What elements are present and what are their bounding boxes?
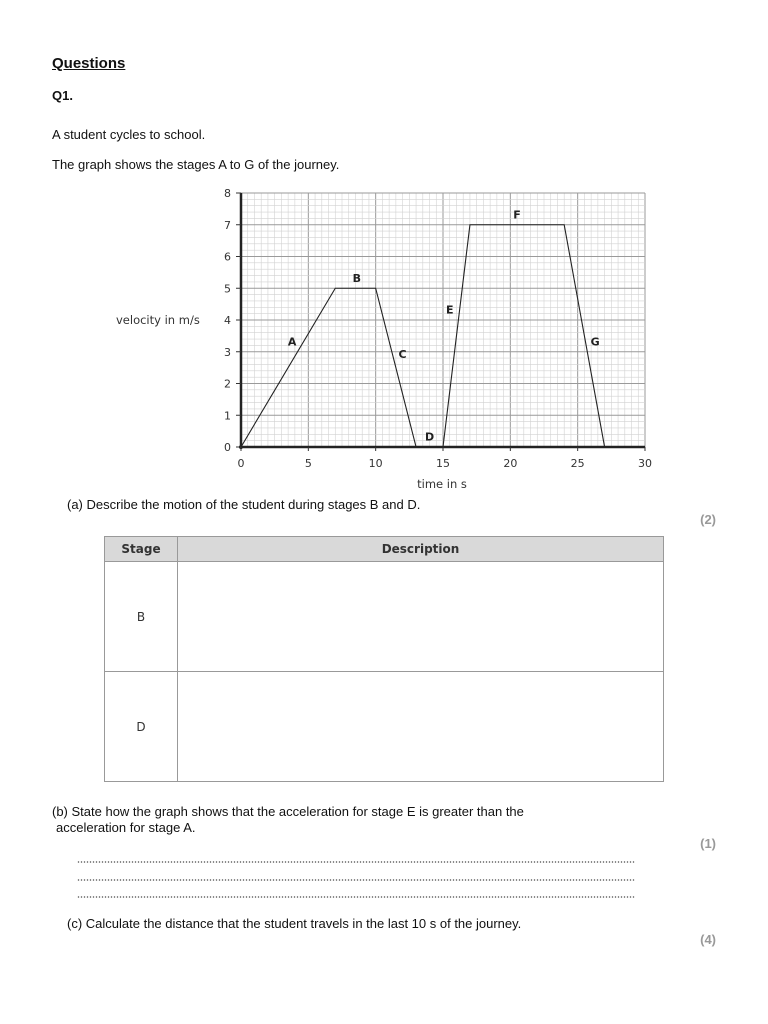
velocity-time-graph [0,0,768,500]
table-row [105,562,664,672]
table-row [105,672,664,782]
stage-column-header: Stage [105,537,178,562]
question-number: Q1. [52,88,73,103]
stage-label-g: G [590,335,600,349]
x-tick-label: 5 [304,457,312,470]
part-a-question: (a) Describe the motion of the student during stages B and D. [67,497,421,512]
y-tick-label: 1 [224,409,231,423]
chart-grid [241,193,645,447]
stage-label-c: C [398,348,407,362]
y-tick-label: 5 [224,282,231,296]
y-tick-label: 0 [224,441,231,454]
x-tick-label: 30 [638,457,652,470]
stage-cell: B [105,562,178,672]
y-tick-label: 7 [224,218,231,232]
part-b-question-line-1: (b) State how the graph shows that the acceleration for stage E is greater than the [52,804,524,819]
answer-line-3[interactable] [77,893,635,901]
intro-line-1: A student cycles to school. [52,127,206,142]
stage-cell: D [105,672,178,782]
x-tick-label: 20 [503,457,518,470]
stage-label-f: F [513,208,521,222]
answer-line-1[interactable] [77,858,635,866]
answer-line-2[interactable] [77,876,635,884]
part-b-question-line-2: acceleration for stage A. [56,820,196,835]
stage-label-a: A [287,335,297,349]
y-tick-label: 6 [224,250,231,264]
description-cell[interactable] [178,672,664,782]
x-tick-label: 15 [436,457,450,470]
part-c-question: (c) Calculate the distance that the student travels in the last 10 s of the journey. [67,916,522,931]
y-tick-label: 8 [224,187,231,200]
stage-label-e: E [445,303,454,317]
y-tick-label: 4 [224,314,231,327]
x-tick-label: 10 [368,457,383,470]
y-axis-label: velocity in m/s [116,313,200,327]
stage-label-d: D [424,430,435,444]
description-cell[interactable] [178,562,664,672]
x-tick-label: 25 [570,457,585,470]
x-tick-label: 0 [237,457,245,470]
part-a-marks: (2) [700,512,716,527]
part-b-marks: (1) [700,836,716,851]
page-heading: Questions [52,55,126,72]
x-axis-label: time in s [417,477,467,491]
part-c-marks: (4) [700,932,716,947]
stage-label-b: B [352,271,362,285]
y-tick-label: 3 [224,345,231,359]
description-column-header: Description [178,537,664,562]
intro-line-2: The graph shows the stages A to G of the journey. [52,157,340,172]
y-tick-label: 2 [224,377,231,391]
description-table [104,536,664,782]
